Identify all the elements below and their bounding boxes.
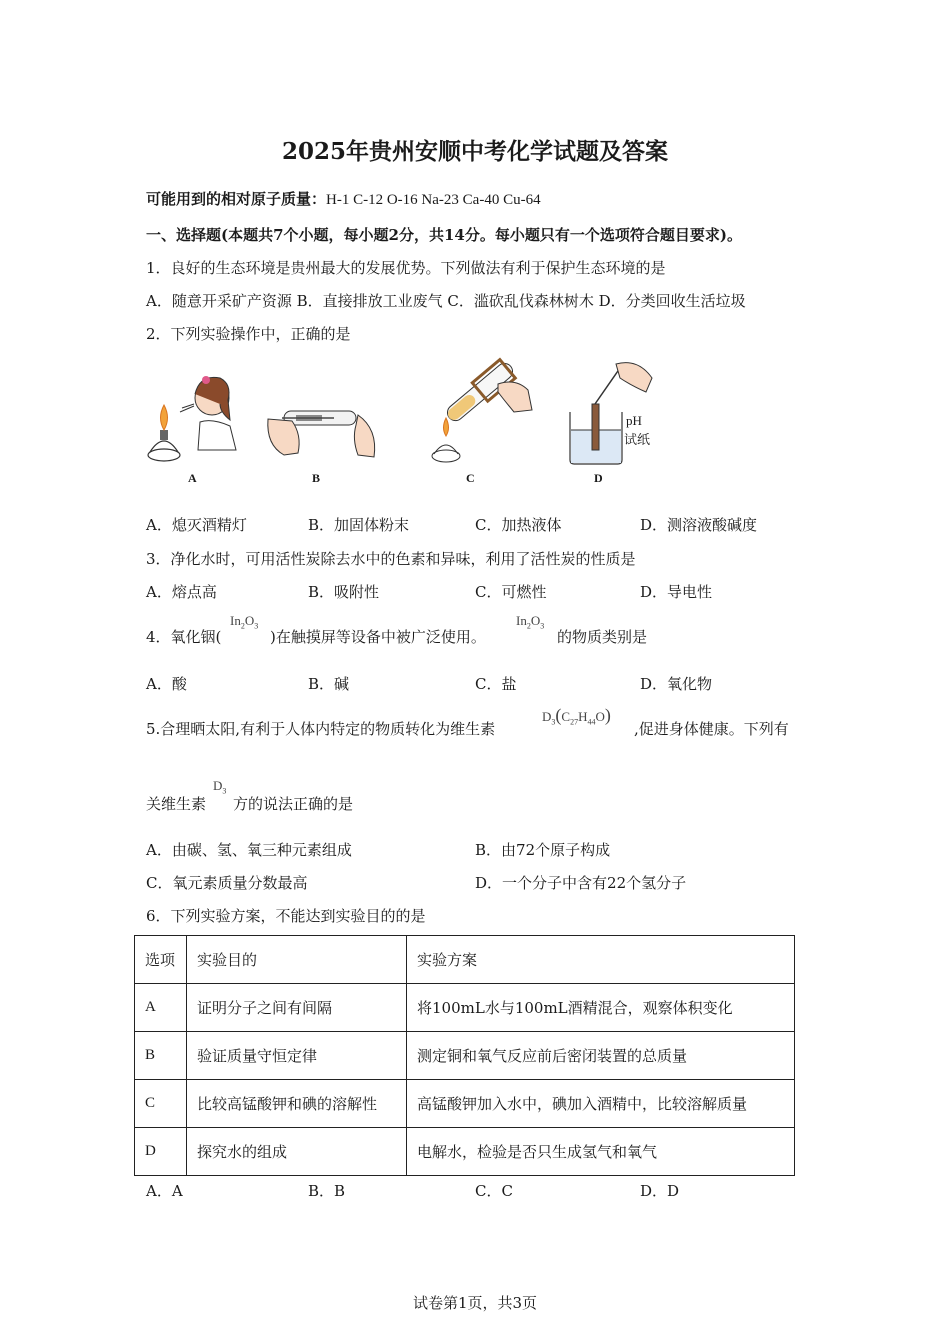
atomic-mass-line	[146, 188, 541, 209]
figure-d-paper-label: 试纸	[624, 433, 651, 448]
q6-option-c: C．C	[475, 1182, 513, 1200]
table-row	[135, 1080, 795, 1128]
table-row	[135, 1128, 795, 1176]
q3-option-c: C．可燃性	[475, 583, 547, 601]
q6-option-b: B．B	[308, 1182, 346, 1200]
table-cell: 比较高锰酸钾和碘的溶解性	[187, 1080, 407, 1128]
q4-stem-a: 4．氧化铟(	[146, 628, 222, 646]
table-cell: 探究水的组成	[187, 1128, 407, 1176]
figure-label-c: C	[466, 471, 475, 485]
figure-a-extinguish-lamp	[140, 360, 240, 470]
q2-option-c: C．加热液体	[475, 516, 562, 534]
section1-heading: 一、选择题(本题共7个小题，每小题2分，共14分。每小题只有一个选项符合题目要求)。	[146, 226, 742, 244]
q2-option-d: D．测溶液酸碱度	[640, 516, 758, 534]
q6-option-d: D．D	[640, 1182, 680, 1200]
q2-option-a: A．熄灭酒精灯	[146, 516, 247, 534]
figure-b-add-powder	[262, 395, 382, 470]
q5-option-c: C．氧元素质量分数最高	[146, 874, 308, 892]
q1-stem: 1．良好的生态环境是贵州最大的发展优势。下列做法有利于保护生态环境的是	[146, 259, 666, 277]
q4-stem-b: )在触摸屏等设备中被广泛使用。	[270, 628, 486, 646]
q4-formula-1: $In_2O_3$	[230, 613, 259, 631]
table-header-row	[135, 936, 795, 984]
table-cell: A	[135, 984, 187, 1032]
q4-stem-c: 的物质类别是	[557, 628, 648, 646]
q4-option-b: B．碱	[308, 675, 350, 693]
q5-stem-b: ,促进身体健康。下列有	[634, 720, 789, 738]
q6-table	[134, 935, 795, 1176]
q4-option-d: D．氧化物	[640, 675, 713, 693]
table-cell: 电解水，检验是否只生成氢气和氧气	[407, 1128, 795, 1176]
q5-option-d: D．一个分子中含有22个氢分子	[475, 874, 687, 892]
table-cell: C	[135, 1080, 187, 1128]
table-cell: 测定铜和氧气反应前后密闭装置的总质量	[407, 1032, 795, 1080]
table-header-cell: 实验方案	[407, 936, 795, 984]
q5-stem-d: 方的说法正确的是	[233, 795, 354, 813]
atomic-mass-label: 可能用到的相对原子质量：	[146, 190, 327, 208]
table-row	[135, 984, 795, 1032]
q1-options: A．随意开采矿产资源 B．直接排放工业废气 C．滥砍乱伐森林树木 D．分类回收生活垃圾	[146, 292, 746, 310]
figure-label-a: A	[188, 471, 197, 485]
q3-stem: 3．净化水时，可用活性炭除去水中的色素和异味，利用了活性炭的性质是	[146, 550, 636, 568]
atomic-mass-values: H-1 C-12 O-16 Na-23 Ca-40 Cu-64	[326, 192, 541, 208]
figure-d-ph-test	[562, 360, 672, 470]
q2-option-b: B．加固体粉末	[308, 516, 410, 534]
table-row	[135, 1032, 795, 1080]
q3-option-a: A．熔点高	[146, 583, 217, 601]
table-cell: 高锰酸钾加入水中，碘加入酒精中，比较溶解质量	[407, 1080, 795, 1128]
q5-option-b: B．由72个原子构成	[475, 841, 611, 859]
q5-stem-c: 关维生素	[146, 795, 207, 813]
q5-stem-a: 5.合理晒太阳,有利于人体内特定的物质转化为维生素	[146, 720, 496, 738]
q2-stem: 2．下列实验操作中，正确的是	[146, 325, 351, 343]
page-footer: 试卷第1页，共3页	[412, 1294, 538, 1312]
table-cell: 证明分子之间有间隔	[187, 984, 407, 1032]
q3-option-d: D．导电性	[640, 583, 713, 601]
figure-d-ph-label: pH	[626, 413, 642, 428]
q6-option-a: A．A	[146, 1182, 183, 1200]
table-cell: D	[135, 1128, 187, 1176]
q6-stem: 6．下列实验方案，不能达到实验目的的是	[146, 907, 426, 925]
q5-option-a: A．由碳、氢、氧三种元素组成	[146, 841, 352, 859]
table-cell: 验证质量守恒定律	[187, 1032, 407, 1080]
page-title: 2025年贵州安顺中考化学试题及答案	[281, 138, 668, 165]
q5-formula-vitamin: $D_3(C_{27}H_{44}O)$	[542, 705, 611, 727]
table-header-cell: 选项	[135, 936, 187, 984]
q4-option-a: A．酸	[146, 675, 187, 693]
figure-label-b: B	[312, 471, 321, 485]
q3-option-b: B．吸附性	[308, 583, 380, 601]
q5-formula-d3: $D_3$	[213, 778, 227, 796]
figure-label-d: D	[594, 471, 603, 485]
table-header-cell: 实验目的	[187, 936, 407, 984]
q4-formula-2: $In_2O_3$	[516, 613, 545, 631]
table-cell: B	[135, 1032, 187, 1080]
q4-option-c: C．盐	[475, 675, 517, 693]
figure-c-heat-liquid	[420, 352, 540, 470]
table-cell: 将100mL水与100mL酒精混合，观察体积变化	[407, 984, 795, 1032]
